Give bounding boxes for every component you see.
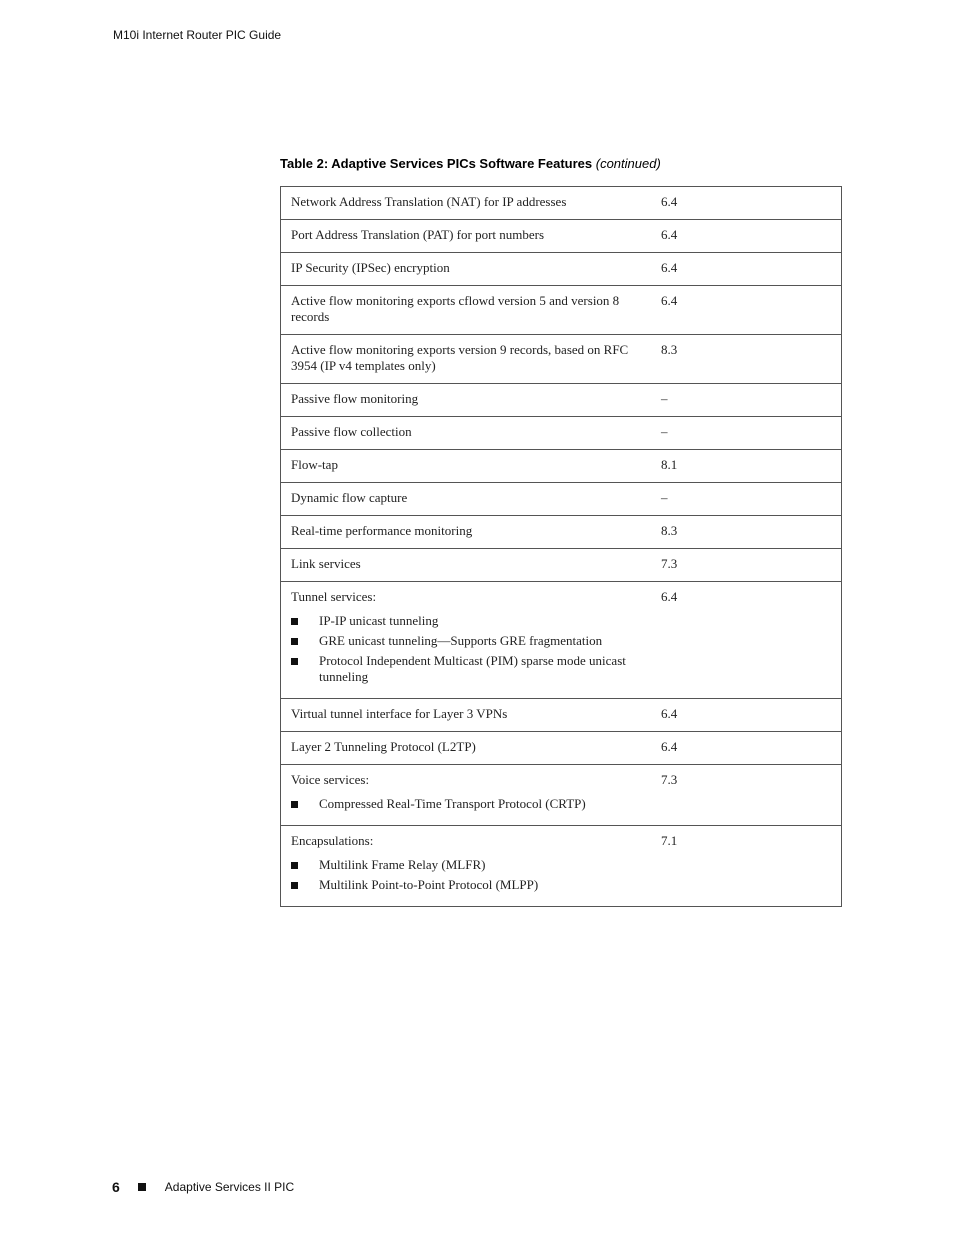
page-footer — [112, 1179, 294, 1195]
feature-label: Virtual tunnel interface for Layer 3 VPNs — [291, 706, 508, 721]
feature-cell — [281, 732, 662, 765]
table-row — [281, 549, 842, 582]
square-bullet-icon — [291, 638, 298, 645]
footer-separator-icon — [138, 1183, 146, 1191]
feature-cell — [281, 549, 662, 582]
list-item-label: Protocol Independent Multicast (PIM) sparse mode unicast tunneling — [319, 653, 626, 684]
features-table-body — [281, 187, 842, 907]
table-row — [281, 765, 842, 826]
footer-section-title: Adaptive Services II PIC — [164, 1180, 295, 1194]
feature-sub-list — [291, 613, 653, 685]
list-item — [291, 613, 653, 629]
table-caption-note: (continued) — [595, 156, 661, 171]
table-row — [281, 384, 842, 417]
table-row — [281, 699, 842, 732]
feature-cell — [281, 516, 662, 549]
feature-cell — [281, 826, 662, 907]
feature-cell — [281, 253, 662, 286]
table-row — [281, 220, 842, 253]
release-cell: 6.4 — [661, 582, 842, 699]
table-row — [281, 286, 842, 335]
table-row — [281, 732, 842, 765]
table-caption-title: Table 2: Adaptive Services PICs Software Features — [280, 156, 593, 171]
list-item — [291, 633, 653, 649]
feature-sub-list — [291, 796, 653, 812]
feature-label: Network Address Translation (NAT) for IP addresses — [291, 194, 567, 209]
release-cell: 6.4 — [661, 699, 842, 732]
feature-label: Encapsulations: — [291, 833, 374, 848]
release-cell: 6.4 — [661, 286, 842, 335]
list-item-label: IP-IP unicast tunneling — [319, 613, 439, 628]
feature-label: Passive flow monitoring — [291, 391, 419, 406]
table-row — [281, 187, 842, 220]
feature-label: Dynamic flow capture — [291, 490, 408, 505]
square-bullet-icon — [291, 882, 298, 889]
release-cell: 7.3 — [661, 549, 842, 582]
square-bullet-icon — [291, 862, 298, 869]
features-table — [280, 186, 842, 907]
release-cell: 6.4 — [661, 253, 842, 286]
feature-cell — [281, 220, 662, 253]
list-item — [291, 877, 653, 893]
table-row — [281, 516, 842, 549]
feature-label: Real-time performance monitoring — [291, 523, 473, 538]
feature-cell — [281, 483, 662, 516]
release-cell: 8.1 — [661, 450, 842, 483]
list-item-label: Multilink Point-to-Point Protocol (MLPP) — [319, 877, 539, 892]
feature-cell — [281, 582, 662, 699]
table-row — [281, 417, 842, 450]
table-row — [281, 826, 842, 907]
table-row — [281, 582, 842, 699]
release-cell: 8.3 — [661, 516, 842, 549]
release-cell: 6.4 — [661, 187, 842, 220]
running-header: M10i Internet Router PIC Guide — [113, 28, 282, 42]
table-caption — [280, 156, 661, 171]
feature-cell — [281, 765, 662, 826]
list-item — [291, 857, 653, 873]
release-cell: 8.3 — [661, 335, 842, 384]
feature-label: Flow-tap — [291, 457, 338, 472]
feature-label: Active flow monitoring exports version 9 records, based on RFC 3954 (IP v4 templates only) — [291, 342, 629, 373]
page-number: 6 — [112, 1179, 120, 1195]
list-item-label: Multilink Frame Relay (MLFR) — [319, 857, 486, 872]
feature-cell — [281, 384, 662, 417]
square-bullet-icon — [291, 658, 298, 665]
feature-label: Passive flow collection — [291, 424, 412, 439]
feature-cell — [281, 335, 662, 384]
table-row — [281, 335, 842, 384]
feature-cell — [281, 286, 662, 335]
feature-label: Port Address Translation (PAT) for port numbers — [291, 227, 545, 242]
feature-cell — [281, 187, 662, 220]
list-item-label: Compressed Real-Time Transport Protocol (CRTP) — [319, 796, 586, 811]
feature-cell — [281, 417, 662, 450]
feature-label: IP Security (IPSec) encryption — [291, 260, 450, 275]
release-cell: – — [661, 384, 842, 417]
feature-cell — [281, 450, 662, 483]
table-row — [281, 483, 842, 516]
list-item-label: GRE unicast tunneling—Supports GRE fragmentation — [319, 633, 603, 648]
release-cell: 7.1 — [661, 826, 842, 907]
square-bullet-icon — [291, 618, 298, 625]
feature-sub-list — [291, 857, 653, 893]
table-row — [281, 450, 842, 483]
release-cell: 7.3 — [661, 765, 842, 826]
square-bullet-icon — [291, 801, 298, 808]
feature-cell — [281, 699, 662, 732]
list-item — [291, 653, 653, 685]
feature-label: Tunnel services: — [291, 589, 377, 604]
release-cell: 6.4 — [661, 732, 842, 765]
release-cell: – — [661, 417, 842, 450]
release-cell: – — [661, 483, 842, 516]
release-cell: 6.4 — [661, 220, 842, 253]
list-item — [291, 796, 653, 812]
feature-label: Layer 2 Tunneling Protocol (L2TP) — [291, 739, 476, 754]
feature-label: Voice services: — [291, 772, 370, 787]
table-row — [281, 253, 842, 286]
feature-label: Active flow monitoring exports cflowd version 5 and version 8 records — [291, 293, 620, 324]
feature-label: Link services — [291, 556, 361, 571]
